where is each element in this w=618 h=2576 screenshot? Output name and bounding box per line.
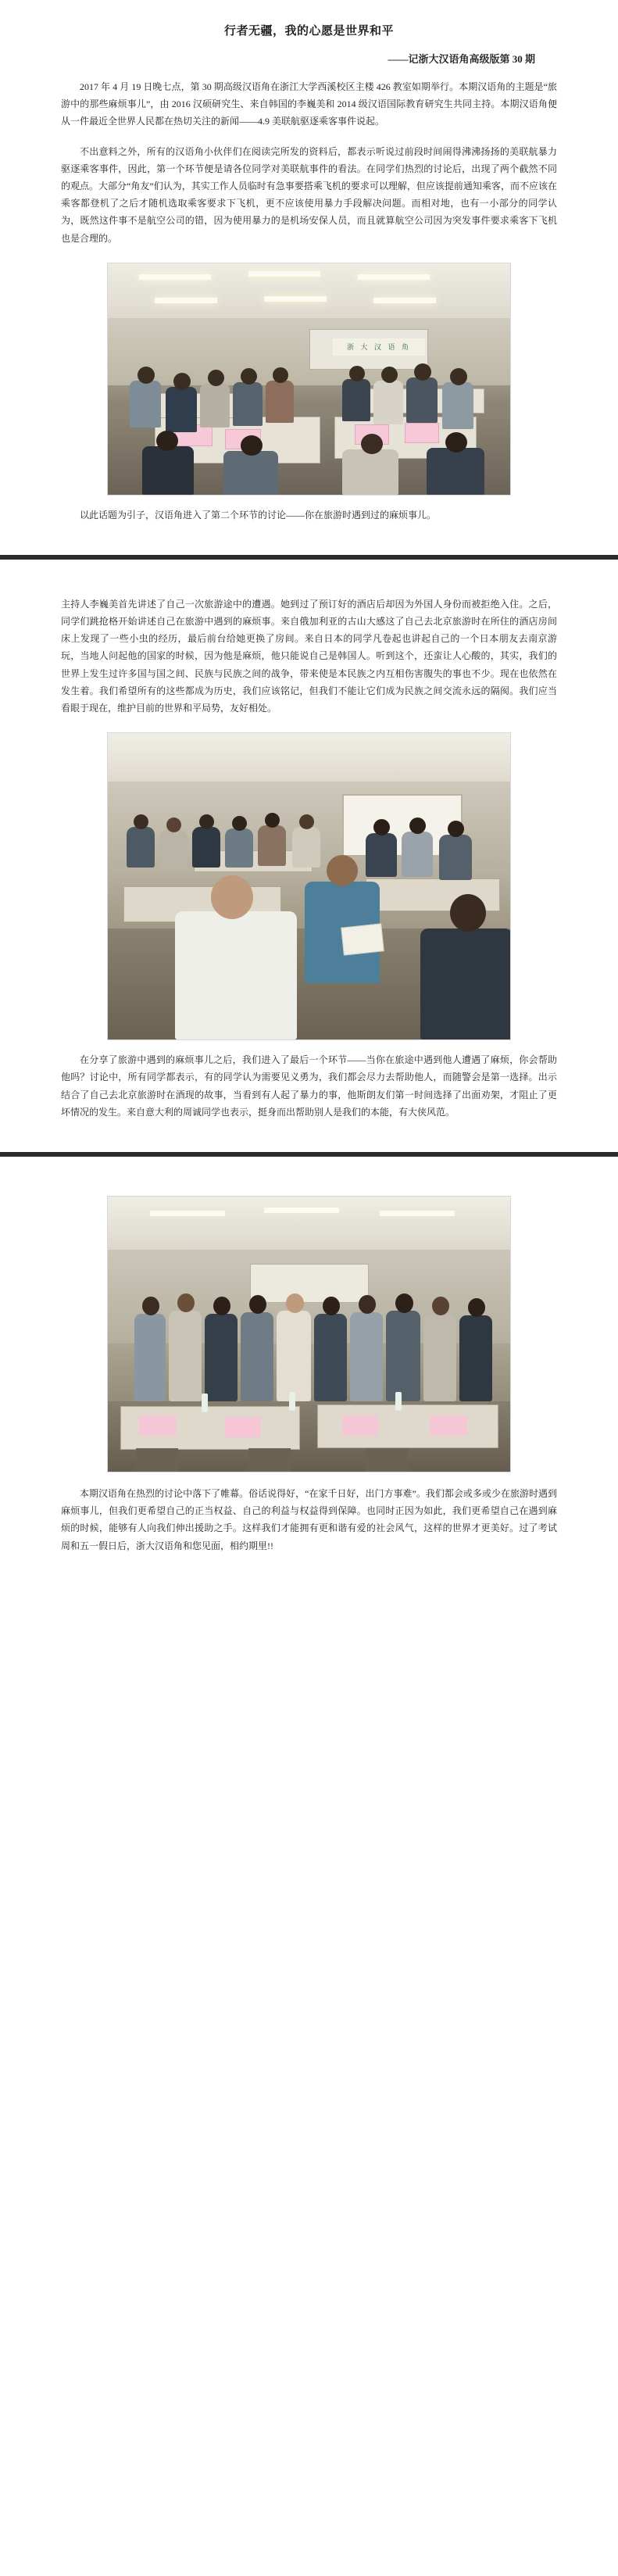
participant	[373, 381, 403, 424]
light-fixture	[264, 1208, 339, 1213]
light-fixture	[264, 296, 327, 302]
paragraph-2: 不出意料之外，所有的汉语角小伙伴们在阅读完所发的资料后，都表示听说过前段时间闹得沸沸扬扬的美联航暴力驱逐乘客事件，因此，第一个环节便是请各位同学对美联航事件的看法。在同学们热烈的讨论后，出现了两个截然不同的观点。大部分“角友”们认为，其实工作人员临时有急事要搭乘飞机的要求可以理解，但应该提前通知乘客，而不应该在乘客都登机了之后才随机选取乘客要求下飞机，更不应该使用暴力手段解决问题。而相对地，也有一小部分的同学认为，既然这件事不是航空公司的错，因为使用暴力的是机场安保人员，而且就算航空公司因为突发事件要求乘客下飞机也是合理的。	[61, 145, 557, 244]
participant	[366, 833, 397, 877]
chair	[248, 1448, 291, 1472]
article-content-3	[0, 1157, 618, 1578]
group-member	[205, 1314, 238, 1401]
water-bottle	[395, 1392, 402, 1411]
foreground-participant-head	[211, 875, 253, 919]
group-member	[386, 1311, 420, 1401]
light-fixture	[139, 274, 211, 280]
group-member	[350, 1312, 383, 1401]
group-member-head	[323, 1297, 340, 1315]
participant-head	[241, 368, 257, 385]
light-fixture	[373, 298, 436, 303]
photo-1-wrap	[61, 263, 557, 496]
group-member-head	[286, 1293, 304, 1313]
article-content-2	[0, 560, 618, 1121]
paragraph-4: 在分享了旅游中遇到的麻烦事儿之后，我们进入了最后一个环节——当你在旅途中遇到他人遭遇了麻烦，你会帮助他吗？讨论中，所有同学都表示，有的同学认为需要见义勇为，我们都会尽力去帮助他人，而随警会是第一选择。出示结合了自己去北京旅游时在酒现的故事，当看到有人起了暴力的事，他斯朗友们第一时间选择了出面劝架，才阻止了更坏情况的发生。来自意大利的周诚同学也表示，挺身而出帮助别人是我们的本能，有大侠风范。	[61, 1054, 557, 1118]
pink-paper	[430, 1415, 467, 1436]
participant	[442, 382, 473, 429]
participant-head	[361, 434, 383, 454]
participant-head	[381, 367, 398, 383]
paragraph-1: 2017 年 4 月 19 日晚七点，第 30 期高级汉语角在浙江大学西溪校区主楼 426 教室如期举行。本期汉语角的主题是“旅游中的那些麻烦事儿”，由 2016 汉硕研究生、来自韩国的李巍美和 2014 级汉语国际教育研究生共同主持。本期汉语角便从一件最近全世界人民都在热切关注的新闻——4.9 美联航驱逐乘客事件说起。	[61, 81, 557, 127]
group-member-head	[249, 1295, 266, 1314]
participant-foreground	[342, 449, 398, 495]
foreground-participant-head	[450, 894, 486, 932]
participant-head	[241, 435, 263, 456]
projection-screen	[250, 1264, 369, 1303]
participant-head	[414, 363, 431, 381]
group-member	[169, 1311, 202, 1401]
participant-head	[138, 367, 155, 384]
handout-paper	[341, 924, 384, 956]
ceiling	[108, 1197, 510, 1251]
group-member	[459, 1315, 492, 1401]
photo-3-wrap	[61, 1196, 557, 1472]
participant	[439, 835, 472, 880]
light-fixture	[358, 274, 430, 280]
paragraph-3: 主持人李巍美首先讲述了自己一次旅游途中的遭遇。她到过了预订好的酒店后却因为外国人身份而被拒绝入住。之后，同学们跳抢格开始讲述自己在旅游中遇到的麻烦事。来自俄加利亚的古山大感这了自己去北京旅游时在所住的酒店房间床上发现了一些小虫的经历，最后前台给她更换了房间。来自日本的同学凡卷起也讲起自己的一个日本朋友去南京游玩，当地人问起他的国家的时候，因为他是麻烦，他只能说自己是韩国人。听到这个，还蛮让人心酸的，其实，我们的世界上发生过许多国与国之间、民族与民族之间的战争，带来使是本民族之内互相伤害腹失的事也不少。现在也依然在发生着。我们希望所有的这些都成为历史，我们应该铭记，但我们不能让它们成为民族之间交流永远的隔阂。我们应当看眼于现在，维护目前的世界和平局势，友好相处。	[61, 598, 557, 714]
water-bottle	[202, 1394, 208, 1412]
group-member-head	[359, 1295, 376, 1314]
participant-head	[156, 431, 178, 451]
group-member-head	[213, 1297, 230, 1315]
group-member	[241, 1312, 273, 1401]
participant	[406, 377, 438, 423]
light-fixture	[150, 1211, 225, 1216]
participant-foreground	[427, 448, 484, 495]
group-member	[314, 1314, 347, 1401]
group-member-head	[142, 1297, 159, 1315]
participant	[166, 387, 197, 432]
pink-paper	[342, 1415, 378, 1436]
chair	[366, 1448, 408, 1472]
group-member	[277, 1311, 311, 1401]
photo-1-caption: 以此话题为引子，汉语角进入了第二个环节的讨论——你在旅游时遇到过的麻烦事儿。	[80, 509, 437, 521]
participant-foreground	[223, 451, 278, 495]
page-title: 行者无疆，我的心愿是世界和平	[223, 25, 394, 38]
ceiling	[108, 263, 510, 320]
page-subtitle: ——记浙大汉语角高级版第 30 期	[388, 53, 535, 65]
ceiling	[108, 733, 510, 783]
group-member-head	[468, 1298, 485, 1317]
light-fixture	[380, 1211, 455, 1216]
group-member	[134, 1314, 166, 1401]
foreground-participant	[175, 911, 297, 1039]
chinese-corner-banner: 浙 大 汉 语 角	[333, 338, 425, 356]
pink-paper	[139, 1415, 177, 1436]
participant	[200, 384, 230, 428]
classroom-wide-discussion-photo	[107, 263, 511, 496]
light-fixture	[155, 298, 217, 303]
participant-head	[450, 368, 467, 385]
participant	[266, 381, 294, 423]
participant-head	[349, 366, 365, 381]
participant-head	[208, 370, 224, 386]
participant	[159, 830, 188, 869]
participant	[402, 832, 433, 877]
participant	[233, 382, 263, 426]
group-member	[423, 1314, 456, 1401]
group-member-head	[177, 1293, 195, 1312]
light-fixture	[248, 271, 320, 277]
participant	[127, 827, 155, 868]
participant-foreground	[142, 446, 194, 495]
speaker-head	[327, 855, 358, 886]
participant	[342, 379, 370, 421]
participant	[258, 825, 286, 866]
participant	[292, 827, 320, 868]
article-content	[0, 0, 618, 524]
chair	[136, 1448, 178, 1472]
foreground-participant-right	[420, 928, 511, 1039]
group-member-head	[432, 1297, 449, 1315]
water-bottle	[289, 1392, 295, 1411]
participant	[130, 381, 161, 428]
participant-head	[273, 367, 288, 383]
photo-2-wrap	[61, 732, 557, 1040]
closing-paragraph: 本期汉语角在热烈的讨论中落下了帷幕。俗话说得好，“在家千日好，出门方事难”。我们都会或多或少在旅游时遇到麻烦事儿，但我们更希望自己的正当权益、自己的利益与权益得到保障。也同时正因为如此，我们更希望自己在遇到麻烦的时候，能够有人向我们伸出援助之手。这样我们才能拥有更和谐有爱的社会风气，这样的世界才更美好。过了考试周和五一假日后，浙大汉语角和您见面，相约期里!!	[61, 1487, 557, 1551]
participant	[225, 828, 253, 868]
pink-paper	[405, 423, 439, 443]
participant-head	[445, 432, 467, 453]
participant-head	[173, 373, 191, 390]
pink-paper	[225, 1417, 261, 1437]
seated-group-discussion-photo	[107, 732, 511, 1040]
group-member-head	[395, 1293, 413, 1313]
group-standing-photo	[107, 1196, 511, 1472]
participant	[192, 827, 220, 868]
